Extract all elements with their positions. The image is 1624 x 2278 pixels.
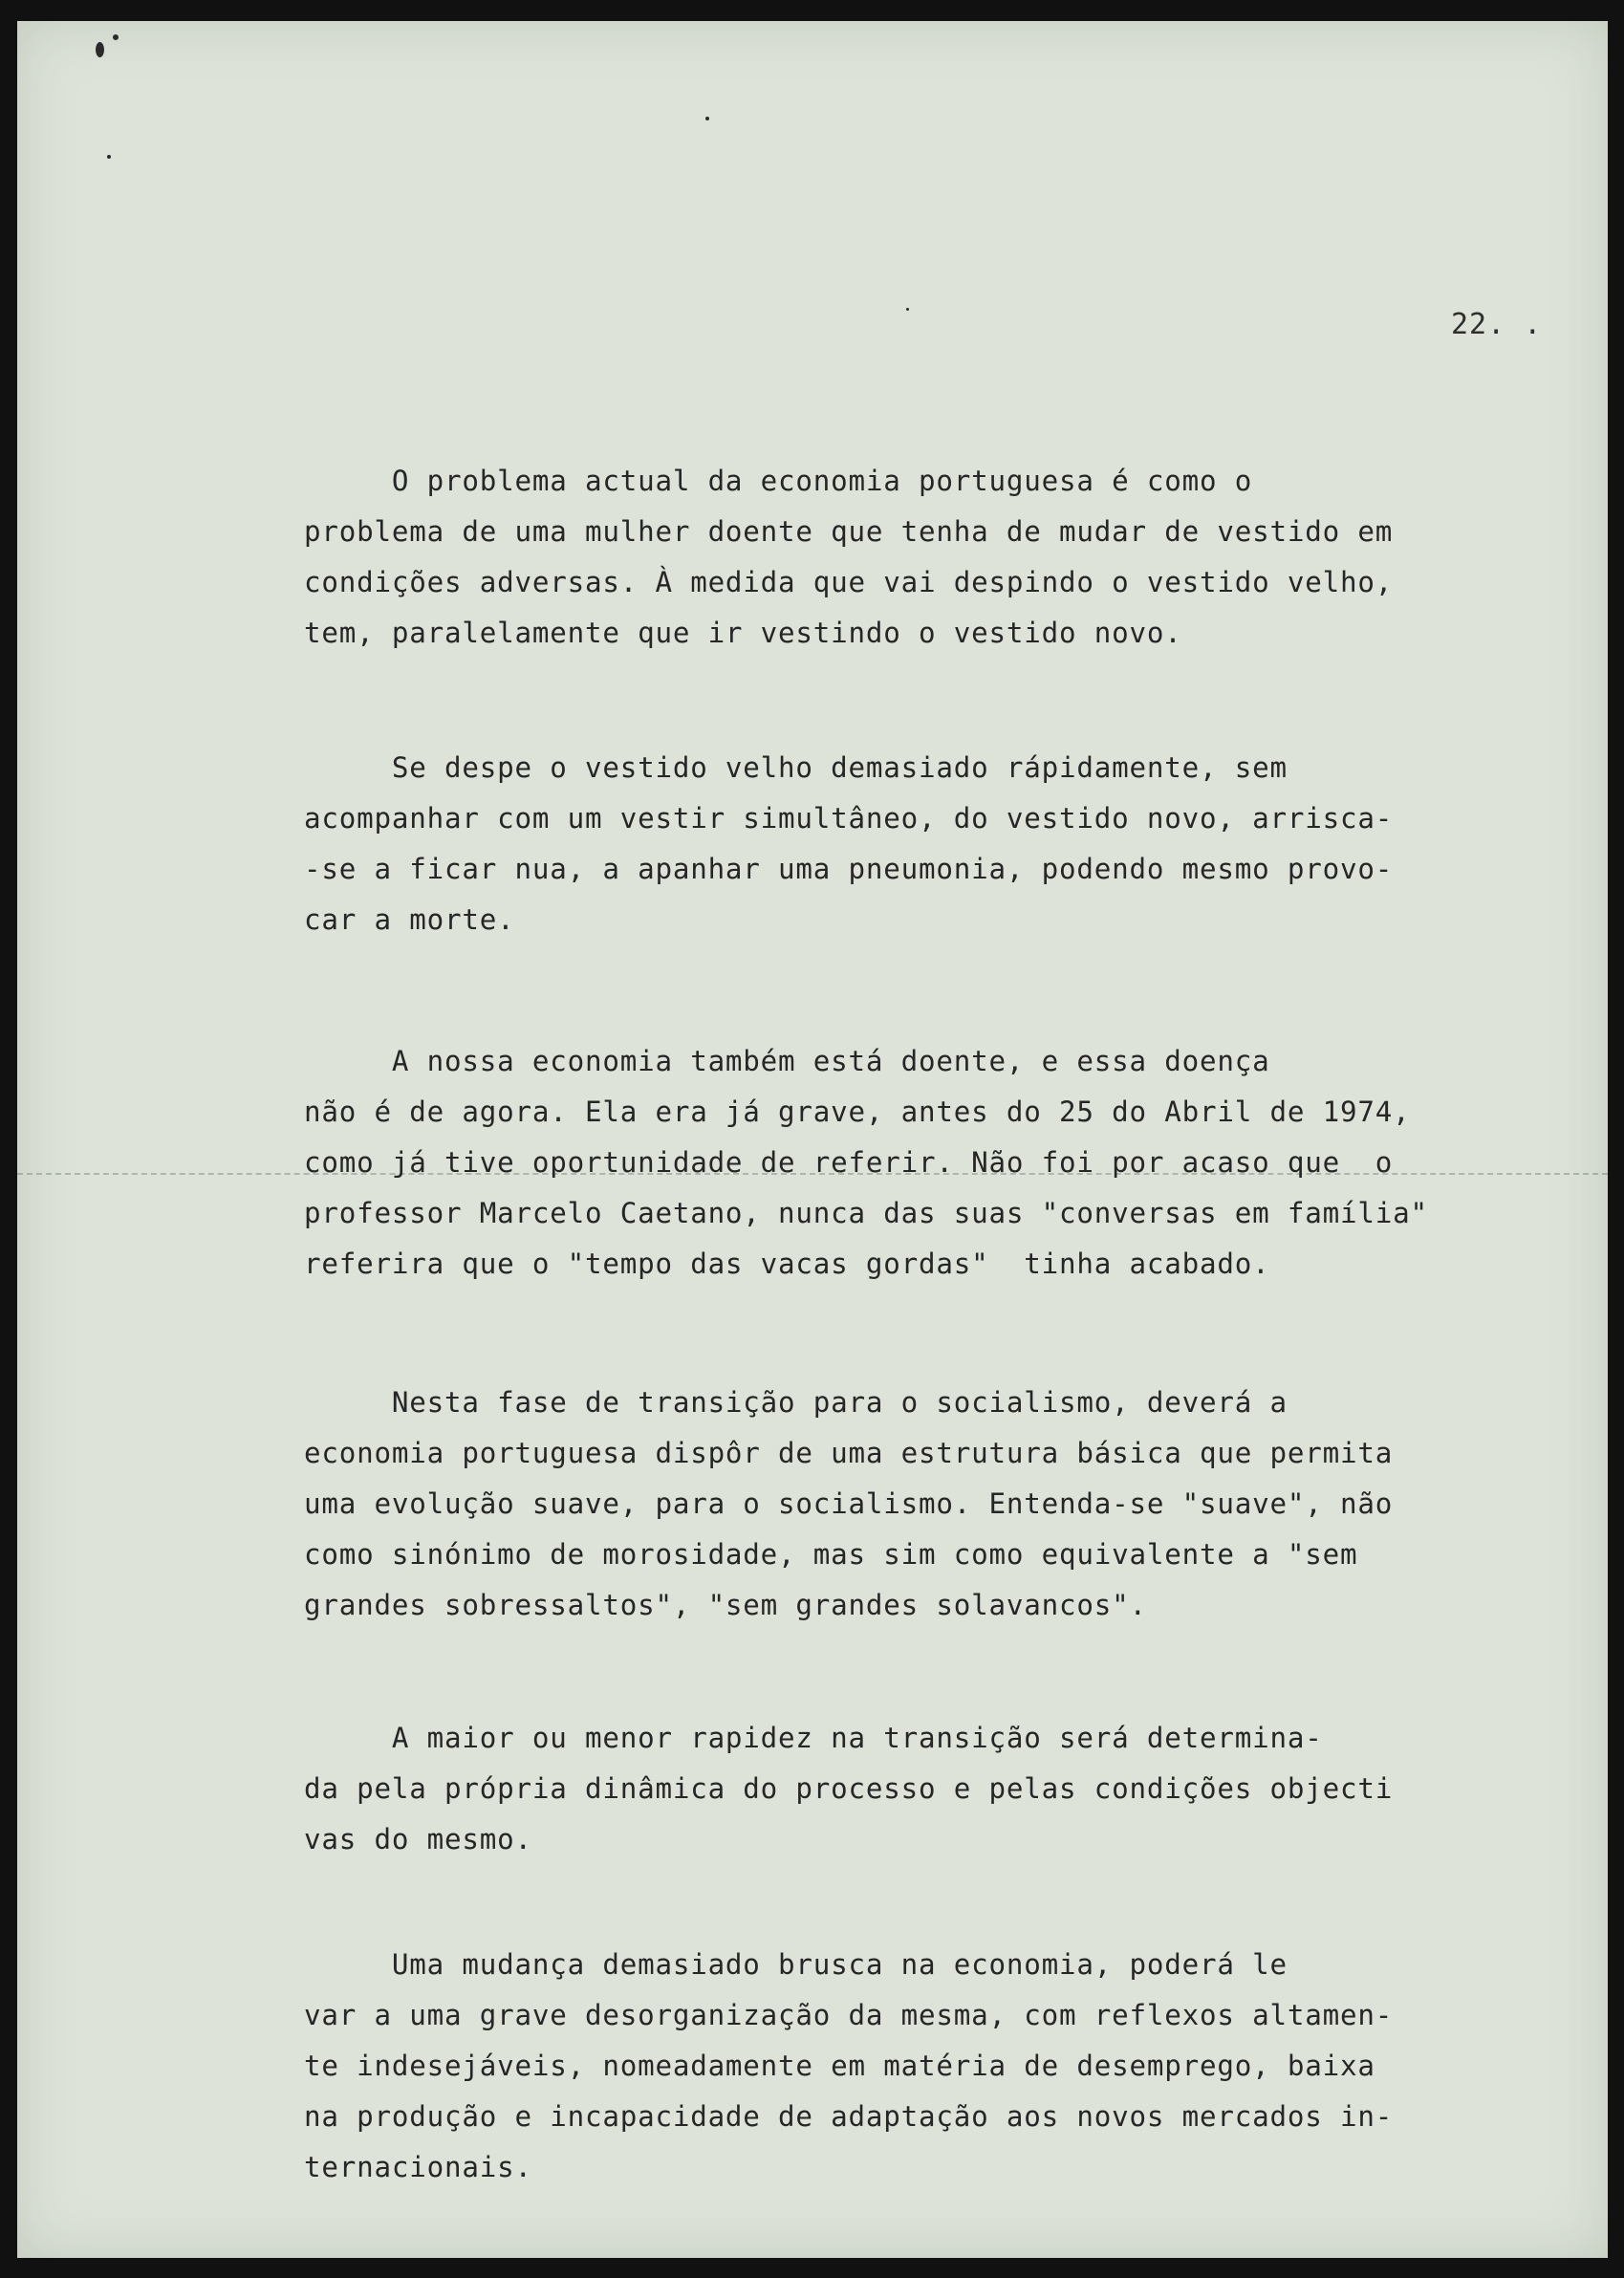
paragraph xyxy=(304,1940,1575,2193)
text-line: problema de uma mulher doente que tenha de mudar de vestido em xyxy=(304,515,1394,548)
page-number: 22. . xyxy=(1451,308,1543,341)
text-line: da pela própria dinâmica do processo e pelas condições objecti xyxy=(304,1772,1394,1805)
paragraph xyxy=(304,1378,1575,1631)
ink-speck xyxy=(96,42,104,57)
text-line: referira que o "tempo das vacas gordas" tinha acabado. xyxy=(304,1247,1270,1280)
text-line: Nesta fase de transição para o socialismo, deverá a xyxy=(304,1386,1288,1419)
ink-speck xyxy=(705,117,709,120)
text-line: Uma mudança demasiado brusca na economia, poderá le xyxy=(304,1948,1288,1981)
text-line: car a morte. xyxy=(304,903,515,936)
text-line: economia portuguesa dispôr de uma estrutura básica que permita xyxy=(304,1437,1394,1469)
text-line: te indesejáveis, nomeadamente em matéria de desemprego, baixa xyxy=(304,2050,1375,2082)
text-line: var a uma grave desorganização da mesma, com reflexos altamen- xyxy=(304,1999,1394,2031)
ink-speck xyxy=(107,155,111,159)
text-line: como sinónimo de morosidade, mas sim como equivalente a "sem xyxy=(304,1538,1358,1571)
text-line: A maior ou menor rapidez na transição será determina- xyxy=(304,1722,1323,1754)
text-line: Se despe o vestido velho demasiado rápidamente, sem xyxy=(304,751,1288,784)
text-line: vas do mesmo. xyxy=(304,1823,532,1855)
ink-speck xyxy=(113,34,119,40)
text-line: uma evolução suave, para o socialismo. Entenda-se "suave", não xyxy=(304,1487,1394,1520)
text-line: -se a ficar nua, a apanhar uma pneumonia, podendo mesmo provo- xyxy=(304,853,1394,885)
text-line: ternacionais. xyxy=(304,2151,532,2183)
text-line: professor Marcelo Caetano, nunca das suas "conversas em família" xyxy=(304,1197,1428,1229)
paper-sheet xyxy=(17,21,1608,2258)
paragraph xyxy=(304,1713,1575,1865)
paragraph xyxy=(304,1036,1575,1290)
ink-speck xyxy=(906,308,909,311)
text-line: como já tive oportunidade de referir. Não foi por acaso que o xyxy=(304,1146,1394,1179)
text-line: acompanhar com um vestir simultâneo, do vestido novo, arrisca- xyxy=(304,802,1394,835)
text-line: não é de agora. Ela era já grave, antes do 25 do Abril de 1974, xyxy=(304,1096,1411,1128)
document-body xyxy=(304,456,1575,2269)
paragraph xyxy=(304,743,1575,945)
text-line: A nossa economia também está doente, e essa doença xyxy=(304,1045,1270,1077)
text-line: O problema actual da economia portuguesa é como o xyxy=(304,465,1253,497)
text-line: condições adversas. À medida que vai despindo o vestido velho, xyxy=(304,566,1394,598)
text-line: na produção e incapacidade de adaptação aos novos mercados in- xyxy=(304,2100,1394,2133)
text-line: grandes sobressaltos", "sem grandes solavancos". xyxy=(304,1589,1147,1621)
text-line: tem, paralelamente que ir vestindo o vestido novo. xyxy=(304,617,1182,649)
paragraph xyxy=(304,456,1575,659)
